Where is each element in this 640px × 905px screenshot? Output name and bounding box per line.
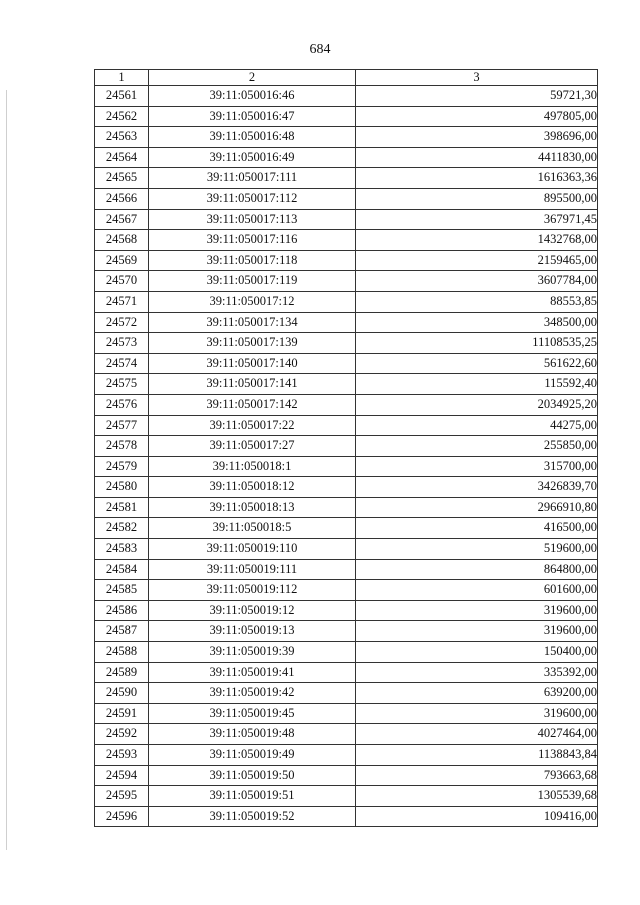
row-number: 24584 — [95, 559, 149, 580]
table-row — [95, 724, 598, 745]
cadastral-number: 39:11:050017:27 — [149, 436, 356, 457]
row-number: 24564 — [95, 147, 149, 168]
cadastral-number: 39:11:050019:12 — [149, 600, 356, 621]
row-number: 24566 — [95, 188, 149, 209]
cadastral-value: 3607784,00 — [356, 271, 598, 292]
cadastral-number: 39:11:050019:51 — [149, 786, 356, 807]
cadastral-number: 39:11:050018:1 — [149, 456, 356, 477]
table-row — [95, 168, 598, 189]
cadastral-number: 39:11:050017:118 — [149, 250, 356, 271]
row-number: 24572 — [95, 312, 149, 333]
cadastral-number: 39:11:050017:141 — [149, 374, 356, 395]
cadastral-value: 115592,40 — [356, 374, 598, 395]
cadastral-number: 39:11:050019:50 — [149, 765, 356, 786]
cadastral-number: 39:11:050018:5 — [149, 518, 356, 539]
table-row — [95, 312, 598, 333]
table-row — [95, 497, 598, 518]
cadastral-number: 39:11:050019:112 — [149, 580, 356, 601]
cadastral-value: 4411830,00 — [356, 147, 598, 168]
cadastral-number: 39:11:050019:41 — [149, 662, 356, 683]
table-row — [95, 539, 598, 560]
cadastral-number: 39:11:050018:13 — [149, 497, 356, 518]
table-body — [95, 86, 598, 827]
cadastral-value: 416500,00 — [356, 518, 598, 539]
scan-edge-mark — [6, 90, 7, 850]
cadastral-value: 2966910,80 — [356, 497, 598, 518]
cadastral-number: 39:11:050019:52 — [149, 806, 356, 827]
row-number: 24580 — [95, 477, 149, 498]
table-row — [95, 477, 598, 498]
table-row — [95, 188, 598, 209]
table-row — [95, 333, 598, 354]
cadastral-value: 864800,00 — [356, 559, 598, 580]
cadastral-number: 39:11:050017:111 — [149, 168, 356, 189]
cadastral-value: 11108535,25 — [356, 333, 598, 354]
cadastral-value: 255850,00 — [356, 436, 598, 457]
cadastral-value: 335392,00 — [356, 662, 598, 683]
cadastral-value: 639200,00 — [356, 683, 598, 704]
table-header — [95, 70, 598, 86]
table-row — [95, 415, 598, 436]
table-row — [95, 703, 598, 724]
column-header-2: 2 — [149, 70, 356, 86]
row-number: 24576 — [95, 394, 149, 415]
row-number: 24583 — [95, 539, 149, 560]
column-header-3: 3 — [356, 70, 598, 86]
cadastral-number: 39:11:050019:45 — [149, 703, 356, 724]
table-row — [95, 580, 598, 601]
header-row — [95, 70, 598, 86]
row-number: 24586 — [95, 600, 149, 621]
row-number: 24570 — [95, 271, 149, 292]
row-number: 24578 — [95, 436, 149, 457]
row-number: 24571 — [95, 291, 149, 312]
cadastral-value: 319600,00 — [356, 621, 598, 642]
cadastral-value: 561622,60 — [356, 353, 598, 374]
row-number: 24563 — [95, 127, 149, 148]
table-row — [95, 271, 598, 292]
table-row — [95, 683, 598, 704]
cadastral-value: 1616363,36 — [356, 168, 598, 189]
table-row — [95, 394, 598, 415]
cadastral-value: 2159465,00 — [356, 250, 598, 271]
table-row — [95, 106, 598, 127]
cadastral-number: 39:11:050017:140 — [149, 353, 356, 374]
table-row — [95, 559, 598, 580]
cadastral-number: 39:11:050019:39 — [149, 642, 356, 663]
row-number: 24573 — [95, 333, 149, 354]
table-row — [95, 786, 598, 807]
cadastral-value: 319600,00 — [356, 600, 598, 621]
cadastral-number: 39:11:050017:139 — [149, 333, 356, 354]
cadastral-value: 59721,30 — [356, 86, 598, 107]
table-row — [95, 209, 598, 230]
cadastral-value: 793663,68 — [356, 765, 598, 786]
table-row — [95, 621, 598, 642]
cadastral-value: 150400,00 — [356, 642, 598, 663]
cadastral-number: 39:11:050019:111 — [149, 559, 356, 580]
row-number: 24581 — [95, 497, 149, 518]
row-number: 24562 — [95, 106, 149, 127]
cadastral-number: 39:11:050016:47 — [149, 106, 356, 127]
cadastral-value: 348500,00 — [356, 312, 598, 333]
row-number: 24579 — [95, 456, 149, 477]
cadastral-value: 519600,00 — [356, 539, 598, 560]
row-number: 24565 — [95, 168, 149, 189]
table-row — [95, 642, 598, 663]
table-row — [95, 250, 598, 271]
cadastral-number: 39:11:050017:116 — [149, 230, 356, 251]
cadastral-number: 39:11:050019:48 — [149, 724, 356, 745]
table-row — [95, 806, 598, 827]
cadastral-value: 4027464,00 — [356, 724, 598, 745]
row-number: 24567 — [95, 209, 149, 230]
cadastral-value: 88553,85 — [356, 291, 598, 312]
table-row — [95, 230, 598, 251]
cadastral-number: 39:11:050017:113 — [149, 209, 356, 230]
cadastral-number: 39:11:050018:12 — [149, 477, 356, 498]
cadastral-number: 39:11:050016:49 — [149, 147, 356, 168]
cadastral-number: 39:11:050019:13 — [149, 621, 356, 642]
row-number: 24582 — [95, 518, 149, 539]
table-row — [95, 374, 598, 395]
cadastral-value: 895500,00 — [356, 188, 598, 209]
register-table — [94, 69, 598, 827]
cadastral-number: 39:11:050017:134 — [149, 312, 356, 333]
cadastral-number: 39:11:050017:12 — [149, 291, 356, 312]
row-number: 24596 — [95, 806, 149, 827]
cadastral-value: 315700,00 — [356, 456, 598, 477]
cadastral-value: 2034925,20 — [356, 394, 598, 415]
row-number: 24568 — [95, 230, 149, 251]
cadastral-number: 39:11:050017:142 — [149, 394, 356, 415]
cadastral-value: 319600,00 — [356, 703, 598, 724]
row-number: 24575 — [95, 374, 149, 395]
table-row — [95, 456, 598, 477]
cadastral-value: 398696,00 — [356, 127, 598, 148]
cadastral-number: 39:11:050017:112 — [149, 188, 356, 209]
cadastral-value: 1432768,00 — [356, 230, 598, 251]
table-row — [95, 127, 598, 148]
cadastral-number: 39:11:050017:22 — [149, 415, 356, 436]
row-number: 24589 — [95, 662, 149, 683]
cadastral-number: 39:11:050016:46 — [149, 86, 356, 107]
row-number: 24595 — [95, 786, 149, 807]
cadastral-value: 601600,00 — [356, 580, 598, 601]
cadastral-value: 1138843,84 — [356, 745, 598, 766]
table-row — [95, 765, 598, 786]
table-row — [95, 436, 598, 457]
table-row — [95, 600, 598, 621]
row-number: 24591 — [95, 703, 149, 724]
row-number: 24569 — [95, 250, 149, 271]
cadastral-value: 497805,00 — [356, 106, 598, 127]
row-number: 24594 — [95, 765, 149, 786]
cadastral-number: 39:11:050017:119 — [149, 271, 356, 292]
cadastral-value: 109416,00 — [356, 806, 598, 827]
row-number: 24577 — [95, 415, 149, 436]
table-row — [95, 518, 598, 539]
cadastral-value: 1305539,68 — [356, 786, 598, 807]
table-row — [95, 291, 598, 312]
cadastral-value: 44275,00 — [356, 415, 598, 436]
cadastral-number: 39:11:050019:42 — [149, 683, 356, 704]
row-number: 24590 — [95, 683, 149, 704]
row-number: 24592 — [95, 724, 149, 745]
column-header-1: 1 — [95, 70, 149, 86]
table-row — [95, 662, 598, 683]
table-row — [95, 147, 598, 168]
table-row — [95, 86, 598, 107]
page-number: 684 — [309, 42, 331, 57]
row-number: 24574 — [95, 353, 149, 374]
cadastral-number: 39:11:050019:110 — [149, 539, 356, 560]
table-row — [95, 745, 598, 766]
row-number: 24588 — [95, 642, 149, 663]
row-number: 24593 — [95, 745, 149, 766]
row-number: 24585 — [95, 580, 149, 601]
row-number: 24561 — [95, 86, 149, 107]
cadastral-value: 3426839,70 — [356, 477, 598, 498]
cadastral-number: 39:11:050016:48 — [149, 127, 356, 148]
table-row — [95, 353, 598, 374]
row-number: 24587 — [95, 621, 149, 642]
cadastral-number: 39:11:050019:49 — [149, 745, 356, 766]
cadastral-value: 367971,45 — [356, 209, 598, 230]
